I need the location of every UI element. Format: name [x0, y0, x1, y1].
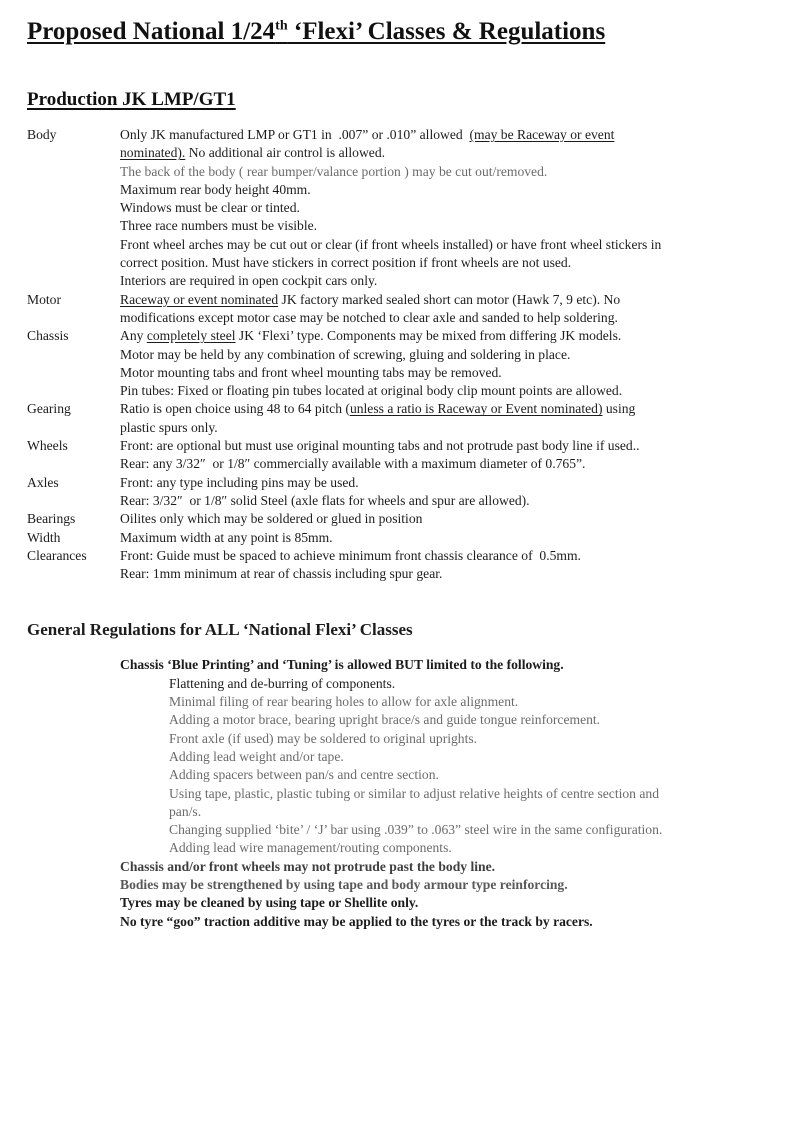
spec-row-motor	[27, 291, 777, 328]
spec-row-bearings	[27, 510, 777, 528]
spec-text: Interiors are required in open cockpit cars only.	[120, 273, 378, 289]
spec-line	[120, 364, 777, 382]
regulation-item: Tyres may be cleaned by using tape or Shellite only.	[120, 895, 419, 911]
spec-content	[120, 474, 777, 511]
spec-text: Windows must be clear or tinted.	[120, 200, 300, 216]
spec-label: Body	[27, 127, 57, 142]
spec-row-gearing	[27, 400, 777, 437]
spec-row-clearances	[27, 547, 777, 584]
regulation-item: Flattening and de-burring of components.	[169, 675, 396, 691]
spec-text: Any	[120, 328, 147, 344]
spec-text: using	[602, 401, 636, 417]
regulation-item: Changing supplied ‘bite’ / ‘J’ bar using .039” to .063” steel wire in the same configuration.	[169, 822, 663, 838]
spec-content	[120, 547, 777, 584]
regulation-item: Front axle (if used) may be soldered to original uprights.	[169, 730, 478, 746]
regulation-item: Adding spacers between pan/s and centre section.	[169, 767, 439, 783]
spec-row-wheels	[27, 437, 777, 474]
spec-line	[120, 565, 777, 583]
spec-row-body	[27, 126, 777, 291]
spec-text: Rear: 3/32″ or 1/8″ solid Steel (axle flats for wheels and spur are allowed).	[120, 492, 530, 508]
spec-text: Three race numbers must be visible.	[120, 218, 318, 234]
spec-text: plastic spurs only.	[120, 419, 218, 435]
spec-line	[120, 382, 777, 400]
spec-label: Width	[27, 529, 61, 545]
spec-line	[120, 492, 777, 510]
spec-label: Motor	[27, 291, 61, 307]
spec-text: JK factory marked sealed short can motor (Hawk 7, 9 etc). No	[278, 291, 621, 307]
spec-line	[120, 346, 777, 364]
regulation-item: pan/s.	[169, 803, 202, 819]
spec-text: unless a ratio is Raceway or Event nominated)	[349, 401, 603, 417]
spec-text: Rear: any 3/32″ or 1/8″ commercially available with a maximum diameter of 0.765”.	[120, 456, 586, 472]
spec-text: Motor mounting tabs and front wheel mounting tabs may be removed.	[120, 364, 502, 380]
regulation-item: Minimal filing of rear bearing holes to allow for axle alignment.	[169, 694, 519, 710]
spec-text: Maximum width at any point is 85mm.	[120, 529, 333, 545]
spec-line	[120, 529, 777, 547]
spec-text: Maximum rear body height 40mm.	[120, 181, 311, 197]
spec-text: No additional air control is allowed.	[185, 145, 386, 161]
general-regulations-list	[27, 656, 777, 930]
spec-text: modifications except motor case may be notched to clear axle and sanded to help soldering.	[120, 309, 618, 325]
spec-label: Chassis	[27, 328, 69, 344]
spec-line	[120, 163, 777, 181]
spec-line	[120, 437, 777, 455]
section-heading-general: General Regulations for ALL ‘National Flexi’ Classes	[27, 620, 413, 640]
spec-line	[120, 144, 777, 162]
regulation-item: Using tape, plastic, plastic tubing or similar to adjust relative heights of centre section and	[169, 785, 660, 801]
spec-text: Front: any type including pins may be used.	[120, 474, 359, 490]
spec-text: Front wheel arches may be cut out or clear (if front wheels installed) or have front wheel stickers in	[120, 236, 662, 252]
spec-text: Front: are optional but must use original mounting tabs and not protrude past body line if used..	[120, 438, 640, 454]
spec-label: Clearances	[27, 547, 87, 563]
spec-line	[120, 309, 777, 327]
spec-content	[120, 291, 777, 328]
spec-line	[120, 474, 777, 492]
spec-text: Ratio is open choice using 48 to 64 pitch (	[120, 401, 350, 417]
spec-label: Bearings	[27, 511, 76, 527]
spec-row-chassis	[27, 327, 777, 400]
spec-line	[120, 236, 777, 254]
spec-label: Axles	[27, 474, 59, 490]
spec-line	[120, 327, 777, 345]
spec-content	[120, 400, 777, 437]
regulation-item: Bodies may be strengthened by using tape and body armour type reinforcing.	[120, 876, 568, 892]
spec-content	[120, 327, 777, 400]
spec-content	[120, 510, 777, 528]
spec-text: (may be Raceway or event	[469, 127, 615, 142]
spec-text: The back of the body ( rear bumper/valance portion ) may be cut out/removed.	[120, 163, 548, 179]
spec-content	[120, 437, 777, 474]
spec-line	[120, 419, 777, 437]
spec-row-axles	[27, 474, 777, 511]
document-title	[27, 16, 777, 47]
spec-content	[120, 529, 777, 547]
spec-row-width	[27, 529, 777, 547]
regulation-item: Adding a motor brace, bearing upright brace/s and guide tongue reinforcement.	[169, 712, 601, 728]
title-text: ‘Flexi’ Classes & Regulations	[287, 18, 606, 45]
regulation-item: Chassis ‘Blue Printing’ and ‘Tuning’ is allowed BUT limited to the following.	[120, 657, 564, 673]
spec-text: Only JK manufactured LMP or GT1 in .007” or .010” allowed	[120, 127, 470, 142]
spec-text: Pin tubes: Fixed or floating pin tubes located at original body clip mount points are allowed.	[120, 383, 623, 399]
spec-line	[120, 181, 777, 199]
spec-text: Raceway or event nominated	[120, 291, 279, 307]
spec-text: Rear: 1mm minimum at rear of chassis including spur gear.	[120, 566, 443, 582]
spec-line	[120, 455, 777, 473]
spec-table	[27, 126, 777, 583]
spec-text: nominated).	[120, 145, 186, 161]
title-text: Proposed National 1/24	[27, 18, 276, 45]
spec-line	[120, 510, 777, 528]
spec-line	[120, 400, 777, 418]
section-heading-production: Production JK LMP/GT1	[27, 89, 236, 110]
spec-text: completely steel	[146, 328, 236, 344]
regulation-item: No tyre “goo” traction additive may be applied to the tyres or the track by racers.	[120, 913, 593, 929]
spec-line	[120, 217, 777, 235]
spec-line	[120, 199, 777, 217]
spec-text: Front: Guide must be spaced to achieve minimum front chassis clearance of 0.5mm.	[120, 547, 581, 563]
spec-text: correct position. Must have stickers in correct position if front wheels are not used.	[120, 255, 572, 271]
title-superscript: th	[275, 18, 288, 34]
spec-label: Gearing	[27, 401, 71, 417]
spec-text: Oilites only which may be soldered or glued in position	[120, 511, 423, 527]
spec-line	[120, 291, 777, 309]
regulation-item: Chassis and/or front wheels may not protrude past the body line.	[120, 858, 496, 874]
spec-label: Wheels	[27, 438, 68, 454]
spec-line	[120, 272, 777, 290]
regulation-item: Adding lead wire management/routing components.	[169, 840, 452, 856]
spec-text: Motor may be held by any combination of screwing, gluing and soldering in place.	[120, 346, 571, 362]
spec-line	[120, 126, 777, 144]
spec-content	[120, 126, 777, 291]
regulation-item: Adding lead weight and/or tape.	[169, 748, 344, 764]
spec-line	[120, 254, 777, 272]
spec-line	[120, 547, 777, 565]
spec-text: JK ‘Flexi’ type. Components may be mixed from differing JK models.	[235, 328, 622, 344]
